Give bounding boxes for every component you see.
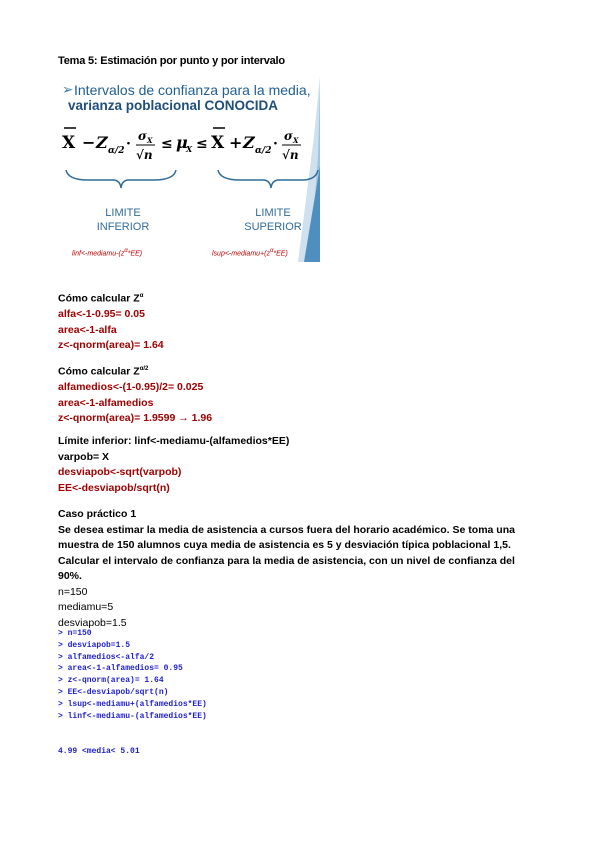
caso-paragraph-line: Se desea estimar la media de asistencia a cursos fuera del horario académico. Se toma una xyxy=(58,523,515,536)
svg-text:Z: Z xyxy=(96,133,108,152)
section-z-alfa-medios xyxy=(58,362,212,427)
code-line: alfamedios<-(1-0.95)/2= 0.025 xyxy=(58,381,204,393)
code-line: z<-qnorm(area)= 1.64 xyxy=(58,339,164,351)
caso-paragraph-line: 90%. xyxy=(58,570,82,582)
code-line: EE<-desviapob/sqrt(n) xyxy=(58,481,170,494)
console-line: > lsup<-mediamu+(alfamedios*EE) xyxy=(58,699,207,709)
svg-text:·: · xyxy=(126,136,131,152)
plain-line: mediamu=5 xyxy=(58,601,114,613)
console-line: > linf<-mediamu-(alfamedios*EE) xyxy=(58,711,207,721)
code-line: z<-qnorm(area)= 1.9599 → 1.96 xyxy=(58,412,213,424)
code-line: varpob= X xyxy=(58,450,110,463)
caso-paragraph-line: muestra de 150 alumnos cuya media de asistencia es 5 y desviación típica poblacional 1,5. xyxy=(58,539,511,551)
bullet-icon: ➢ xyxy=(62,82,74,97)
slide-heading-2: varianza poblacional CONOCIDA xyxy=(68,98,279,113)
svg-text:σ: σ xyxy=(284,129,293,143)
svg-text:X: X xyxy=(147,136,153,145)
console-line: > desviapob=1.5 xyxy=(58,640,131,650)
linf-code-tail: *EE) xyxy=(127,250,143,258)
console-line: > area<-1-alfamedios= 0.95 xyxy=(58,664,183,674)
heading-sup: α/2 xyxy=(139,366,149,372)
console-line: > z<-qnorm(area)= 1.64 xyxy=(58,676,164,686)
svg-text:X: X xyxy=(62,133,76,153)
svg-text:√n: √n xyxy=(282,148,299,162)
console-line: > alfamedios<-alfa/2 xyxy=(58,652,155,662)
page-title: Tema 5: Estimación por punto y por intervalo xyxy=(58,55,285,67)
plain-line: desviapob=1.5 xyxy=(58,616,127,629)
svg-text:σ: σ xyxy=(138,129,147,143)
console-line: > n=150 xyxy=(58,629,92,638)
svg-text:+: + xyxy=(229,133,243,152)
limite-inferior-line1: LIMITE xyxy=(105,207,141,219)
lsup-code-tail: *EE) xyxy=(273,250,288,258)
code-line: desviapob<-sqrt(varpob) xyxy=(58,466,182,478)
heading-sup: α xyxy=(139,293,144,299)
section-heading xyxy=(58,289,164,307)
svg-text:≤: ≤ xyxy=(196,136,208,152)
svg-text:·: · xyxy=(273,136,278,152)
console-line: > EE<-desviapob/sqrt(n) xyxy=(58,687,169,697)
limite-superior-label xyxy=(240,206,306,234)
code-line: area<-1-alfa xyxy=(58,323,117,336)
lsup-code-note: $lsup<-mediamu+(z^\alpha*EE)$ xyxy=(212,248,288,258)
result-line: 4.99 <media< 5.01 xyxy=(58,747,140,756)
slide-heading-1: Intervalos de confianza para la media, xyxy=(74,82,311,98)
code-line: area<-1-alfamedios xyxy=(58,396,154,409)
heading-text: Cómo calcular Z xyxy=(58,365,140,378)
code-line: alfa<-1-0.95= 0.05 xyxy=(58,308,145,320)
svg-text:α/2: α/2 xyxy=(255,146,272,156)
linf-code-note: $linf<-mediamu-(z^\alpha*EE)$ xyxy=(72,248,143,258)
limite-superior-line1: LIMITE xyxy=(255,207,291,219)
lsup-code-text: lsup<-mediamu+(z xyxy=(212,250,270,258)
svg-text:Z: Z xyxy=(243,133,255,152)
svg-text:√n: √n xyxy=(136,148,153,162)
section-heading xyxy=(58,362,212,380)
svg-text:≤: ≤ xyxy=(161,136,173,152)
linf-code-text: linf<-mediamu-(z xyxy=(72,250,125,258)
limite-superior-line2: SUPERIOR xyxy=(244,221,302,233)
limite-inferior-line2: INFERIOR xyxy=(96,221,150,233)
caso-practico xyxy=(58,507,548,631)
svg-text:X: X xyxy=(186,144,193,154)
svg-text:α/2: α/2 xyxy=(108,146,125,156)
svg-text:X: X xyxy=(211,133,225,153)
heading-text: Cómo calcular Z xyxy=(58,292,140,305)
section-limite-inferior xyxy=(58,434,289,496)
svg-text:−: − xyxy=(82,133,96,152)
svg-text:μ: μ xyxy=(176,133,188,152)
caso-heading: Caso práctico 1 xyxy=(58,508,137,520)
confidence-interval-formula xyxy=(58,118,320,198)
section-z-alfa xyxy=(58,289,164,354)
caso-paragraph-line: Calcular el intervalo de confianza para la media de asistencia, con un nivel de confianza del xyxy=(58,554,515,567)
limite-inferior-label xyxy=(93,206,153,234)
r-console xyxy=(58,628,207,722)
slide-image xyxy=(58,76,320,262)
section-heading: Límite inferior: linf<-mediamu-(alfamedios*EE) xyxy=(58,435,290,447)
svg-text:X: X xyxy=(293,136,299,145)
plain-line: n=150 xyxy=(58,585,88,598)
